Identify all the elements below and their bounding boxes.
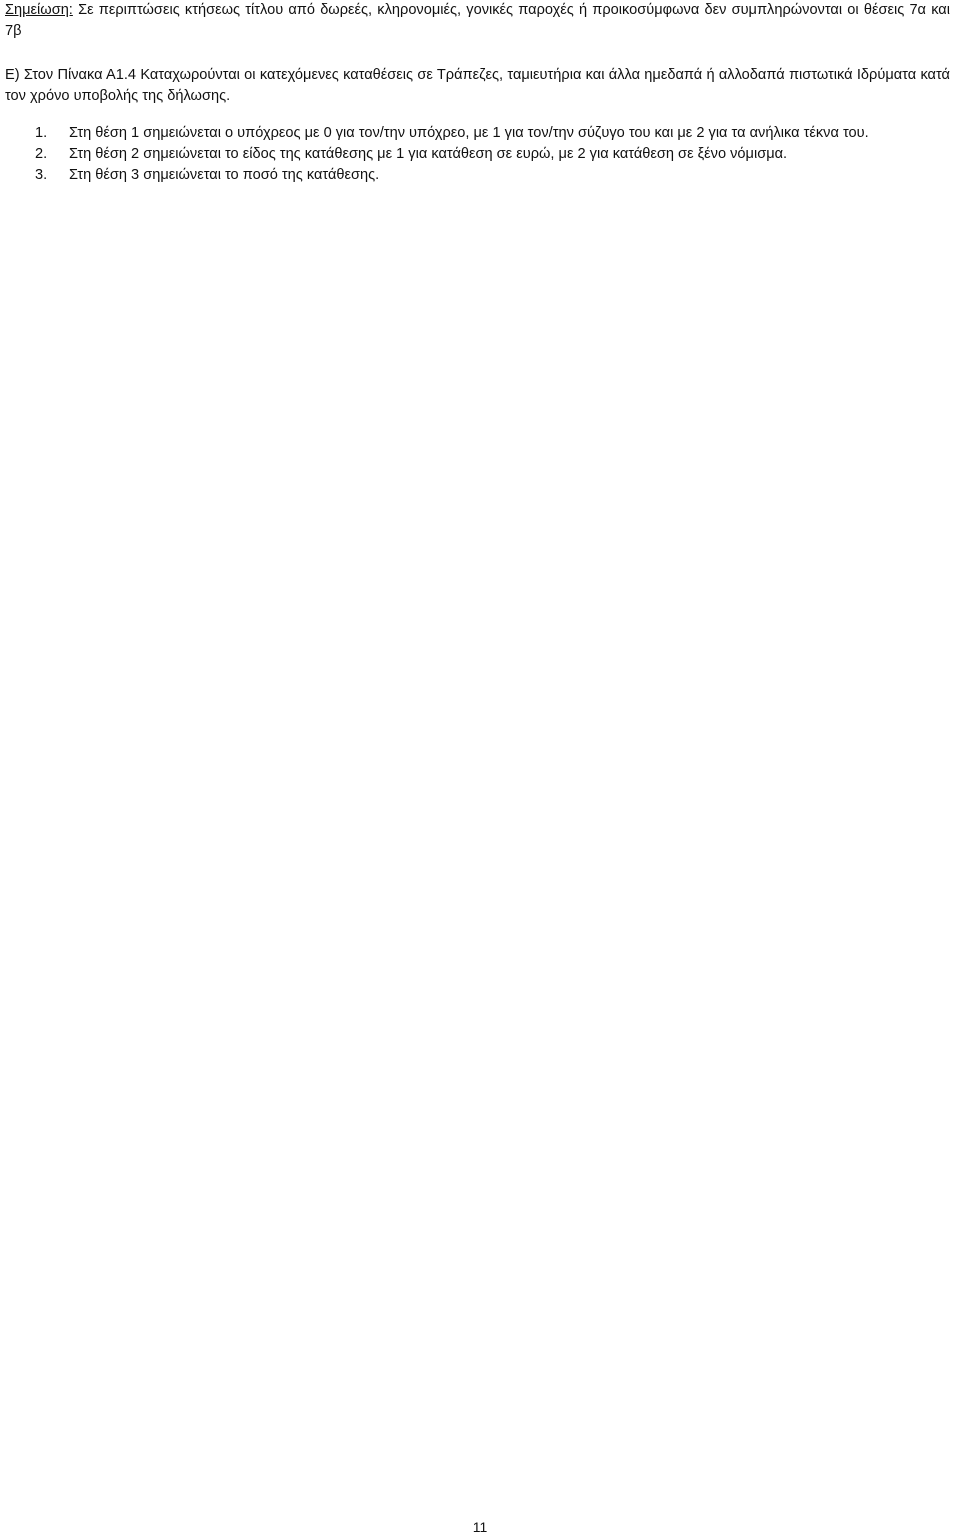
- document-page: [5, 0, 950, 186]
- item-number: 1.: [35, 125, 48, 141]
- note-text: Σε περιπτώσεις κτήσεως τίτλου από δωρεές, κληρονομιές, γονικές παροχές ή προικοσύμφωνα δεν συμπληρώνονται οι θέσεις 7α και 7β: [5, 2, 950, 39]
- page-number: 11: [472, 1519, 488, 1535]
- section-e: [5, 65, 950, 186]
- note-label: Σημείωση:: [5, 2, 73, 18]
- list-item: [5, 123, 950, 144]
- note-top: [5, 0, 950, 42]
- section-e-list: [5, 123, 950, 186]
- item-text: Στη θέση 2 σημειώνεται το είδος της κατάθεσης με 1 για κατάθεση σε ευρώ, με 2 για κατάθεση σε ξένο νόμισμα.: [69, 146, 788, 162]
- item-number: 3.: [35, 167, 48, 183]
- item-number: 2.: [35, 146, 48, 162]
- section-e-intro: Ε) Στον Πίνακα Α1.4 Καταχωρούνται οι κατεχόμενες καταθέσεις σε Τράπεζες, ταμιευτήρια και άλλα ημεδαπά ή αλλοδαπά πιστωτικά Ιδρύματα κατά τον χρόνο υποβολής της δήλωσης.: [5, 67, 950, 104]
- item-text: Στη θέση 3 σημειώνεται το ποσό της κατάθεσης.: [69, 167, 380, 183]
- list-item: [5, 144, 950, 165]
- list-item: [5, 165, 950, 186]
- item-text: Στη θέση 1 σημειώνεται ο υπόχρεος με 0 για τον/την υπόχρεο, με 1 για τον/την σύζυγο του και με 2 για τα ανήλικα τέκνα του.: [69, 125, 869, 141]
